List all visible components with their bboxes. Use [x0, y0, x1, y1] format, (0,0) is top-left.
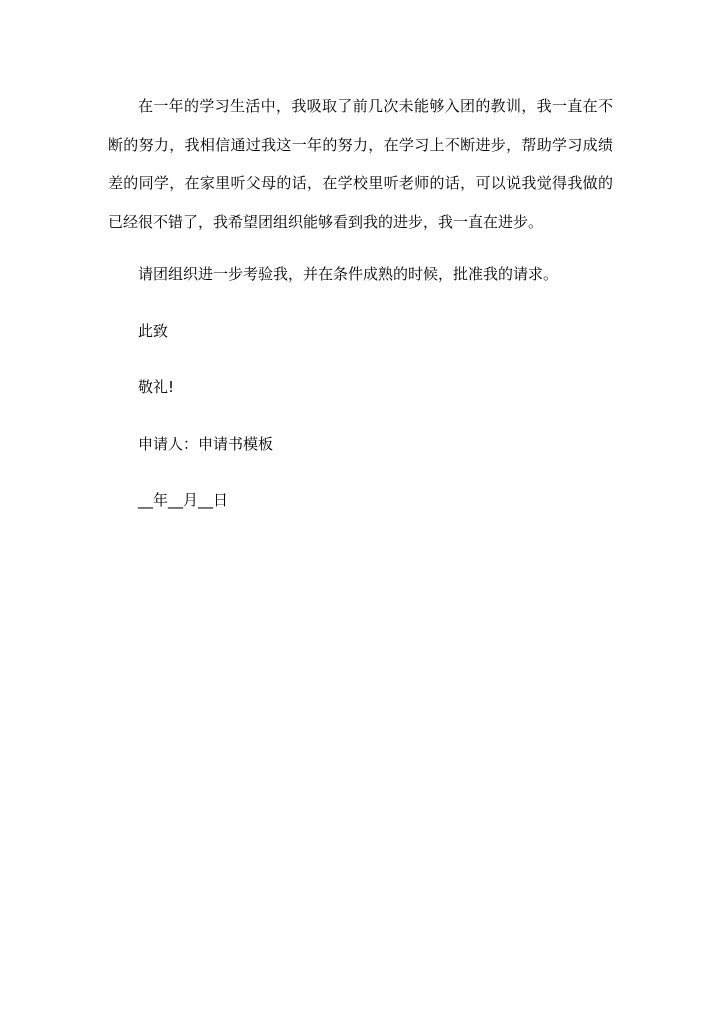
date-line: __年__月__日: [138, 491, 229, 509]
request-paragraph: 请团组织进一步考验我，并在条件成熟的时候，批准我的请求。: [138, 265, 559, 283]
body-paragraph: 在一年的学习生活中，我吸取了前几次未能够入团的教训，我一直在不断的努力，我相信通过我这一年的努力，在学习上不断进步，帮助学习成绩差的同学，在家里听父母的话，在学校里听老师的话，可以说我觉得我做的已经很不错了，我希望团组织能够看到我的进步，我一直在进步。: [108, 97, 613, 231]
applicant-signature: 申请人：申请书模板: [138, 435, 274, 453]
closing-salutation: 此致: [138, 322, 169, 340]
closing-regards: 敬礼!: [138, 378, 175, 396]
